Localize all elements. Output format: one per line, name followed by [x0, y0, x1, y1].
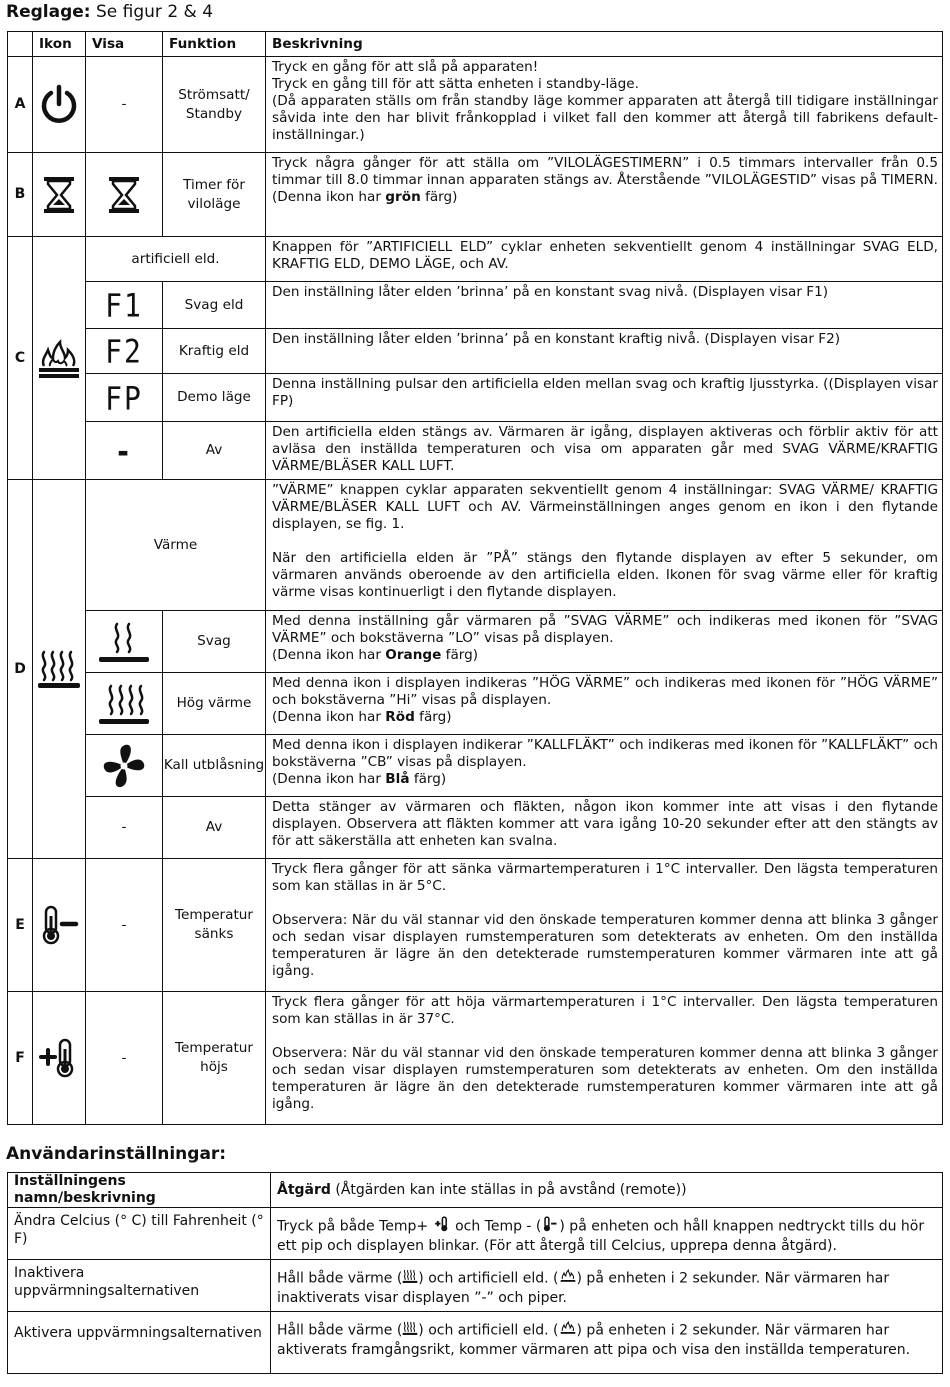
- table-row: [8, 1312, 943, 1374]
- funktion-value: Strömsatt/ Standby: [163, 57, 266, 153]
- table-row-e: [8, 859, 943, 992]
- header-beskrivning: Beskrivning: [266, 32, 943, 57]
- visa-value: -: [86, 859, 163, 992]
- description: Med denna inställning går värmaren på ”SVAG VÄRME” och indikeras med ikonen för ”SVAG VÄRME” och bokstäverna ”LO” visas på displayen. (Denna ikon har Orange färg): [266, 611, 943, 673]
- visa-value: -: [86, 797, 163, 859]
- funktion-value: Kall utblåsning: [163, 735, 266, 797]
- heat-icon: [33, 648, 85, 690]
- low-heat-icon: [86, 618, 162, 666]
- description: Den inställning låter elden ’brinna’ på en konstant kraftig nivå. (Displayen visar F2): [266, 329, 943, 374]
- description: Den inställning låter elden ’brinna’ på en konstant svag nivå. (Displayen visar F1): [266, 282, 943, 329]
- flame-icon: [559, 1268, 577, 1289]
- table-row: [8, 1208, 943, 1260]
- description: Med denna ikon i displayen indikeras ”HÖG VÄRME” och indikeras med ikonen för ”HÖG VÄRME” och bokstäverna ”Hi” visas på displayen. (Denna ikon har Röd färg): [266, 673, 943, 735]
- funktion-value: Kraftig eld: [163, 329, 266, 374]
- table-row-c-main: [8, 237, 943, 282]
- table-row-b: [8, 153, 943, 237]
- row-label: C: [8, 237, 33, 480]
- row-label: A: [8, 57, 33, 153]
- user-settings-table: [7, 1172, 943, 1374]
- heat-icon: [402, 1268, 418, 1289]
- table-row: [8, 1260, 943, 1312]
- table-row-f: [8, 992, 943, 1125]
- row-label: E: [8, 859, 33, 992]
- display-code: F2: [86, 325, 163, 377]
- temp-up-icon: [33, 1037, 85, 1079]
- funktion-value: Hög värme: [163, 673, 266, 735]
- hourglass-icon: [33, 175, 85, 215]
- table-row-d-svag: [8, 611, 943, 673]
- table-row-a: [8, 57, 943, 153]
- temp-down-icon: [541, 1216, 559, 1237]
- display-code: F1: [86, 278, 163, 332]
- fan-icon: [86, 742, 162, 790]
- description: Detta stänger av värmaren och fläkten, någon ikon kommer inte att visas i den flytande displayen. Observera att fläkten kommer att vara igång 10-20 sekunder efter att den stängts av för att säkerställa att enheten kan svalna.: [266, 797, 943, 859]
- funktion-value: Temperatur höjs: [163, 992, 266, 1125]
- funktion-value: Svag: [163, 611, 266, 673]
- table-header-row: [8, 1173, 943, 1208]
- funktion-value: Demo läge: [163, 374, 266, 422]
- setting-name: Inaktivera uppvärmningsalternativen: [8, 1260, 271, 1312]
- description: Tryck en gång för att slå på apparaten! Tryck en gång till för att sätta enheten i standby-läge. (Då apparaten ställs om från standby läge kommer apparaten att återgå till tidigare inställningar såvida inte den har blivit frånkopplad i vilket fall den kommer att återgå till fabrikens default-inställningar.): [266, 57, 943, 153]
- description: Den artificiella elden stängs av. Värmaren är igång, displayen aktiveras och förblir aktiv för att avläsa den inställda temperaturen och visa om apparaten går med SVAG VÄRME/KRAFTIG VÄRME/BLÄSER KALL LUFT.: [266, 422, 943, 480]
- setting-action: Tryck på både Temp+ och Temp - ( ) på enheten och håll knappen nedtryckt tills du hör ett pip och displayen blinkar. (För att återgå till Celcius, upprepa denna åtgärd).: [271, 1208, 943, 1260]
- setting-name: Aktivera uppvärmningsalternativen: [8, 1312, 271, 1374]
- temp-down-icon: [33, 904, 85, 946]
- table-row-d-main: [8, 480, 943, 611]
- display-code: -: [86, 417, 163, 484]
- description: Knappen för ”ARTIFICIELL ELD” cyklar enheten sekventiellt genom 4 inställningar SVAG ELD, KRAFTIG ELD, DEMO LÄGE, och AV.: [266, 237, 943, 282]
- table-row-d-av: [8, 797, 943, 859]
- row-label: D: [8, 480, 33, 859]
- setting-action: Håll både värme ( ) och artificiell eld. ( ) på enheten i 2 sekunder. När värmaren har inaktiverats visar displayen ”-” och piper.: [271, 1260, 943, 1312]
- power-icon: [33, 84, 85, 126]
- funktion-value: Temperatur sänks: [163, 859, 266, 992]
- table-header-row: [8, 32, 943, 57]
- heat-icon: [402, 1320, 418, 1341]
- table-row-c-fp: [8, 374, 943, 422]
- description: Denna inställning pulsar den artificiella elden mellan svag och kraftig ljusstyrka. ((Displayen visar FP): [266, 374, 943, 422]
- controls-table: [7, 31, 943, 1125]
- setting-name: Ändra Celcius (° C) till Fahrenheit (° F): [8, 1208, 271, 1260]
- temp-up-icon: [433, 1216, 451, 1237]
- display-code: FP: [86, 370, 163, 425]
- header-ikon: Ikon: [33, 32, 86, 57]
- header-action: Åtgärd (Åtgärden kan inte ställas in på avstånd (remote)): [271, 1173, 943, 1208]
- hourglass-display-icon: [86, 175, 162, 215]
- header-funktion: Funktion: [163, 32, 266, 57]
- description: Tryck flera gånger för att höja värmartemperaturen i 1°C intervaller. Den lägsta temperaturen som kan ställas in är 37°C. Observera: När du väl stannar vid den önskade temperaturen kommer denna att blinka 3 gånger och sedan visar displayen rumstemperaturen som detekterats av enheten. Om den inställda temperaturen är lägre än den detekterade rumstemperaturen kommer värmaren inte att gå igång.: [266, 992, 943, 1125]
- row-label: F: [8, 992, 33, 1125]
- description: Med denna ikon i displayen indikerar ”KALLFLÄKT” och indikeras med ikonen för ”KALLFLÄKT” och bokstäverna ”CB” visas på displayen. (Denna ikon har Blå färg): [266, 735, 943, 797]
- funktion-value: Av: [163, 422, 266, 480]
- description: Tryck flera gånger för att sänka värmartemperaturen i 1°C intervaller. Den lägsta temperaturen som kan ställas in är 5°C. Observera: När du väl stannar vid den önskade temperaturen kommer denna att blinka 3 gånger och sedan visar displayen rumstemperaturen som detekterats av enheten. Om den inställda temperaturen är lägre än den detekterade rumstemperaturen kommer värmaren inte att gå igång.: [266, 859, 943, 992]
- visa-value: -: [86, 57, 163, 153]
- header-visa: Visa: [86, 32, 163, 57]
- flame-icon: [559, 1320, 577, 1341]
- table-row-d-kall: [8, 735, 943, 797]
- row-label: B: [8, 153, 33, 237]
- high-heat-icon: [86, 680, 162, 728]
- section-heading: Användarinställningar:: [6, 1144, 227, 1164]
- table-row-c-f2: [8, 329, 943, 374]
- description: Tryck några gånger för att ställa om ”VILOLÄGESTIMERN” i 0.5 timmars intervaller från 0.5 timmar till 8.0 timmar innan apparaten stängs av. Återstående ”VILOLÄGESTID” visas på TIMERN. (Denna ikon har grön färg): [266, 153, 943, 237]
- flame-icon: [33, 336, 85, 380]
- funktion-value: Timer för viloläge: [163, 153, 266, 237]
- header-name: Inställningens namn/beskrivning: [8, 1173, 271, 1208]
- table-row-c-av: [8, 422, 943, 480]
- visa-value: -: [86, 992, 163, 1125]
- setting-action: Håll både värme ( ) och artificiell eld. ( ) på enheten i 2 sekunder. När värmaren har aktiverats framgångsrikt, kommer värmaren att pipa och visa den inställda temperaturen.: [271, 1312, 943, 1374]
- funktion-value: Värme: [86, 480, 266, 611]
- funktion-value: Av: [163, 797, 266, 859]
- table-row-d-hog: [8, 673, 943, 735]
- table-row-c-f1: [8, 282, 943, 329]
- page-heading: Reglage: Se figur 2 & 4: [6, 2, 214, 22]
- funktion-value: artificiell eld.: [86, 237, 266, 282]
- description: ”VÄRME” knappen cyklar apparaten sekventiellt genom 4 inställningar: SVAG VÄRME/ KRAFTIG VÄRME/BLÄSER KALL LUFT och AV. Värmeinställningen anges genom en ikon i den flytande displayen, se fig. 1. När den artificiella elden är ”PÅ” stängs den flytande displayen av efter 5 sekunder, om värmaren används oberoende av den artificiella elden. Ikonen för svag värme eller för kraftig värme visas kontinuerligt i den flytande displayen.: [266, 480, 943, 611]
- funktion-value: Svag eld: [163, 282, 266, 329]
